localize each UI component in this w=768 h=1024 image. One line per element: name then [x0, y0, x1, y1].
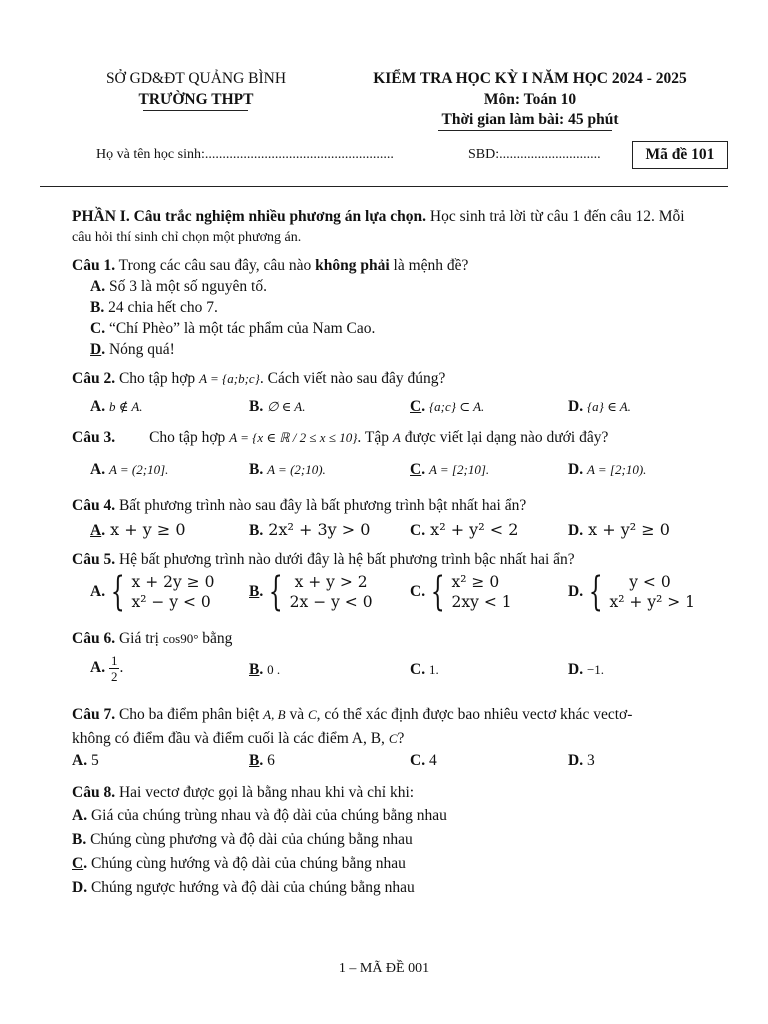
- q2-option-c: [410, 398, 484, 417]
- q8-option-b: [72, 831, 413, 850]
- q4-option-a: [90, 520, 186, 541]
- q6-a-label: A.: [90, 659, 106, 677]
- q3-set: A = {x ∈ ℝ / 2 ≤ x ≤ 10}: [229, 430, 358, 445]
- q6-option-c: [410, 661, 439, 680]
- brace-icon: {: [588, 569, 603, 615]
- q5-option-d: [568, 569, 696, 615]
- q3-b-text: A = (2;10).: [267, 462, 326, 477]
- q5-b-dot: .: [259, 582, 264, 600]
- q5-d-label: D.: [568, 582, 584, 600]
- q7-d-text: 3: [583, 752, 595, 769]
- q8-b-text: Chúng cùng phương và độ dài của chúng bằng nhau: [86, 831, 413, 848]
- question-5: [72, 551, 732, 570]
- q5-b-label: B: [249, 582, 260, 600]
- school-name: TRƯỜNG THPT: [138, 91, 254, 108]
- q3-b-label: B.: [249, 461, 264, 478]
- q1-d-text: Nóng quá!: [105, 341, 175, 358]
- q1-option-c: [90, 320, 375, 339]
- q6-c-text: 1.: [428, 662, 439, 677]
- q6-option-b: [249, 661, 280, 680]
- q3-set-name: A: [392, 430, 401, 445]
- q5-a-line1: x + 2y ≥ 0: [131, 573, 215, 591]
- q6-d-label: D.: [568, 661, 584, 678]
- q1-c-text: “Chí Phèo” là một tác phẩm của Nam Cao.: [105, 320, 376, 337]
- question-2: [72, 370, 732, 389]
- q6-label: Câu 6.: [72, 630, 116, 647]
- q6-text: Giá trị: [115, 630, 163, 647]
- subject: Môn: Toán 10: [483, 91, 577, 108]
- q6-option-d: [568, 661, 604, 680]
- q2-b-label: B.: [249, 398, 264, 415]
- q7-b-text: 6: [263, 752, 275, 769]
- q6-option-a: [90, 653, 123, 684]
- q3-label: Câu 3.: [72, 429, 116, 446]
- q3-a-label: A.: [90, 461, 106, 478]
- q8-text: Hai vectơ được gọi là bằng nhau khi và chỉ khi:: [115, 784, 415, 801]
- question-3: [72, 429, 732, 448]
- q1-b-label: B.: [90, 299, 105, 316]
- q7-option-a: [72, 752, 99, 771]
- q4-a-text: x + y ≥ 0: [105, 520, 186, 539]
- q2-c-label: C: [410, 398, 422, 415]
- brace-icon: {: [268, 569, 283, 615]
- question-8: [72, 784, 732, 803]
- question-1: [72, 257, 732, 276]
- q6-d-text: −1.: [586, 662, 605, 677]
- q4-c-label: C.: [410, 522, 426, 539]
- q3-c-text: A = [2;10].: [428, 462, 490, 477]
- department-name: SỞ GD&ĐT QUẢNG BÌNH: [105, 70, 287, 87]
- q5-c-label: C.: [410, 582, 426, 600]
- part1-heading: [72, 208, 732, 227]
- question-7: [72, 706, 732, 725]
- exam-title: KIỂM TRA HỌC KỲ I NĂM HỌC 2024 - 2025: [373, 70, 687, 87]
- duration-underline: [438, 130, 612, 131]
- q5-c-line1: x² ≥ 0: [451, 573, 500, 591]
- q5-c-line2: 2xy < 1: [451, 593, 512, 611]
- q7-point-c: C: [307, 707, 317, 722]
- q1-label: Câu 1.: [72, 257, 116, 274]
- q5-option-c: [410, 569, 512, 615]
- q3-text: Cho tập hợp: [149, 429, 230, 446]
- q6-a-denominator: 2: [110, 669, 118, 684]
- q3-a-text: A = (2;10].: [108, 462, 169, 477]
- q6-expression: cos90°: [162, 631, 199, 646]
- q7-option-b: [249, 752, 275, 771]
- q5-d-line1: y < 0: [609, 573, 671, 591]
- page-footer: 1 – MÃ ĐỀ 001: [338, 961, 430, 976]
- q7-text-end: , có thể xác định được bao nhiêu vectơ khác vectơ-: [316, 706, 633, 723]
- q3-option-a: [90, 461, 168, 480]
- q3-option-c: [410, 461, 489, 480]
- q2-c-text: {a;c} ⊂ A.: [428, 399, 485, 414]
- q2-label: Câu 2.: [72, 370, 116, 387]
- q7-b-label: B: [249, 752, 260, 769]
- q6-c-label: C.: [410, 661, 426, 678]
- q4-option-c: [410, 520, 518, 541]
- q5-option-a: [90, 569, 215, 615]
- q8-option-c: [72, 855, 406, 874]
- q4-b-label: B.: [249, 522, 264, 539]
- q7-option-d: [568, 752, 595, 771]
- q8-d-label: D.: [72, 879, 88, 896]
- q2-set: A = {a;b;c}: [199, 371, 260, 386]
- q7-text-mid: và: [285, 706, 308, 723]
- q8-d-text: Chúng ngược hướng và độ dài của chúng bằng nhau: [87, 879, 415, 896]
- q7-c-label: C.: [410, 752, 426, 769]
- q4-d-label: D.: [568, 522, 584, 539]
- q1-d-dot: .: [101, 341, 106, 358]
- q7-c-text: 4: [425, 752, 437, 769]
- q2-a-label: A.: [90, 398, 106, 415]
- q4-a-dot: .: [101, 522, 106, 539]
- duration: Thời gian làm bài: 45 phút: [441, 111, 619, 128]
- question-4: [72, 497, 732, 516]
- q2-a-text: b ∉ A.: [108, 399, 143, 414]
- q1-a-label: A.: [90, 278, 106, 295]
- q5-b-line2: 2x − y < 0: [289, 593, 373, 611]
- q5-label: Câu 5.: [72, 551, 116, 568]
- q4-d-text: x + y² ≥ 0: [583, 520, 670, 539]
- q3-c-dot: .: [421, 461, 426, 478]
- q8-c-dot: .: [83, 855, 88, 872]
- q1-option-d: [90, 341, 175, 360]
- q8-a-label: A.: [72, 807, 88, 824]
- q7-b-dot: .: [259, 752, 264, 769]
- q5-b-line1: x + y > 2: [289, 573, 368, 591]
- q1-b-text: 24 chia hết cho 7.: [104, 299, 218, 316]
- q8-option-d: [72, 879, 415, 898]
- q4-label: Câu 4.: [72, 497, 116, 514]
- q3-c-label: C: [410, 461, 422, 478]
- q6-a-numerator: 1: [110, 653, 118, 668]
- q1-text-end: là mệnh đề?: [389, 257, 469, 274]
- q7-option-c: [410, 752, 437, 771]
- question-7-line2: [72, 730, 732, 749]
- student-name-field: Họ và tên học sinh:......................................................: [96, 147, 394, 162]
- part1-instruction: Học sinh trả lời từ câu 1 đến câu 12. Mỗi: [426, 208, 685, 225]
- header-divider: [40, 186, 728, 187]
- brace-icon: {: [110, 569, 125, 615]
- q1-c-label: C.: [90, 320, 106, 337]
- q8-a-text: Giá của chúng trùng nhau và độ dài của chúng bằng nhau: [87, 807, 447, 824]
- q7-text: Cho ba điểm phân biệt: [115, 706, 264, 723]
- exam-code-box: Mã đề 101: [632, 141, 728, 169]
- q8-c-label: C: [72, 855, 84, 872]
- q8-label: Câu 8.: [72, 784, 116, 801]
- q7-a-text: 5: [87, 752, 99, 769]
- q6-text-end: bằng: [198, 630, 233, 647]
- sbd-field: SBD:.............................: [468, 147, 601, 162]
- q2-option-a: [90, 398, 143, 417]
- q4-option-d: [568, 520, 670, 541]
- q2-b-text: ∅ ∈ A.: [267, 399, 306, 414]
- q2-option-b: [249, 398, 306, 417]
- q3-text-mid: . Tập: [357, 429, 393, 446]
- q1-a-text: Số 3 là một số nguyên tố.: [105, 278, 267, 295]
- q5-text: Hệ bất phương trình nào dưới đây là hệ bất phương trình bậc nhất hai ẩn?: [115, 551, 575, 568]
- q3-d-label: D.: [568, 461, 584, 478]
- part1-title: PHẦN I. Câu trắc nghiệm nhiều phương án lựa chọn.: [72, 208, 427, 225]
- q7-a-label: A.: [72, 752, 88, 769]
- q2-d-text: {a} ∈ A.: [586, 399, 631, 414]
- q1-option-a: [90, 278, 267, 297]
- q2-text: Cho tập hợp: [115, 370, 200, 387]
- q3-d-text: A = [2;10).: [586, 462, 647, 477]
- q5-option-b: [249, 569, 373, 615]
- q2-option-d: [568, 398, 631, 417]
- q5-a-line2: x² − y < 0: [131, 593, 211, 611]
- q7-points: A, B: [263, 707, 286, 722]
- question-6: [72, 630, 732, 649]
- q7-line2-end: ?: [397, 730, 405, 747]
- q8-option-a: [72, 807, 447, 826]
- q7-label: Câu 7.: [72, 706, 116, 723]
- school-underline: [143, 110, 248, 111]
- q8-b-label: B.: [72, 831, 87, 848]
- q1-d-label: D: [90, 341, 102, 358]
- q4-a-label: A: [90, 522, 102, 539]
- q1-option-b: [90, 299, 218, 318]
- q6-b-label: B: [249, 661, 260, 678]
- q2-text-end: . Cách viết nào sau đây đúng?: [259, 370, 446, 387]
- q4-b-text: 2x² + 3y > 0: [263, 520, 371, 539]
- q1-emphasis: không phải: [315, 257, 390, 274]
- q3-option-b: [249, 461, 326, 480]
- q3-option-d: [568, 461, 646, 480]
- q5-d-line2: x² + y² > 1: [609, 593, 696, 611]
- q5-a-label: A.: [90, 582, 106, 600]
- q6-b-dot: .: [259, 661, 264, 678]
- q6-b-text: 0 .: [267, 662, 281, 677]
- q7-line2-text: không có điểm đầu và điểm cuối là các điểm A, B,: [72, 730, 389, 747]
- q2-d-label: D.: [568, 398, 584, 415]
- q7-line2-c: C: [388, 731, 398, 746]
- q8-c-text: Chúng cùng hướng và độ dài của chúng bằng nhau: [87, 855, 406, 872]
- q7-d-label: D.: [568, 752, 584, 769]
- q1-text: Trong các câu sau đây, câu nào: [115, 257, 316, 274]
- q6-a-end: .: [119, 659, 124, 677]
- q4-option-b: [249, 520, 370, 541]
- brace-icon: {: [430, 569, 445, 615]
- q3-text-end: được viết lại dạng nào dưới đây?: [400, 429, 609, 446]
- part1-instruction-line2: câu hỏi thí sinh chỉ chọn một phương án.: [72, 230, 302, 245]
- q4-text: Bất phương trình nào sau đây là bất phương trình bật nhất hai ẩn?: [115, 497, 527, 514]
- q4-c-text: x² + y² < 2: [425, 520, 519, 539]
- q2-c-dot: .: [421, 398, 426, 415]
